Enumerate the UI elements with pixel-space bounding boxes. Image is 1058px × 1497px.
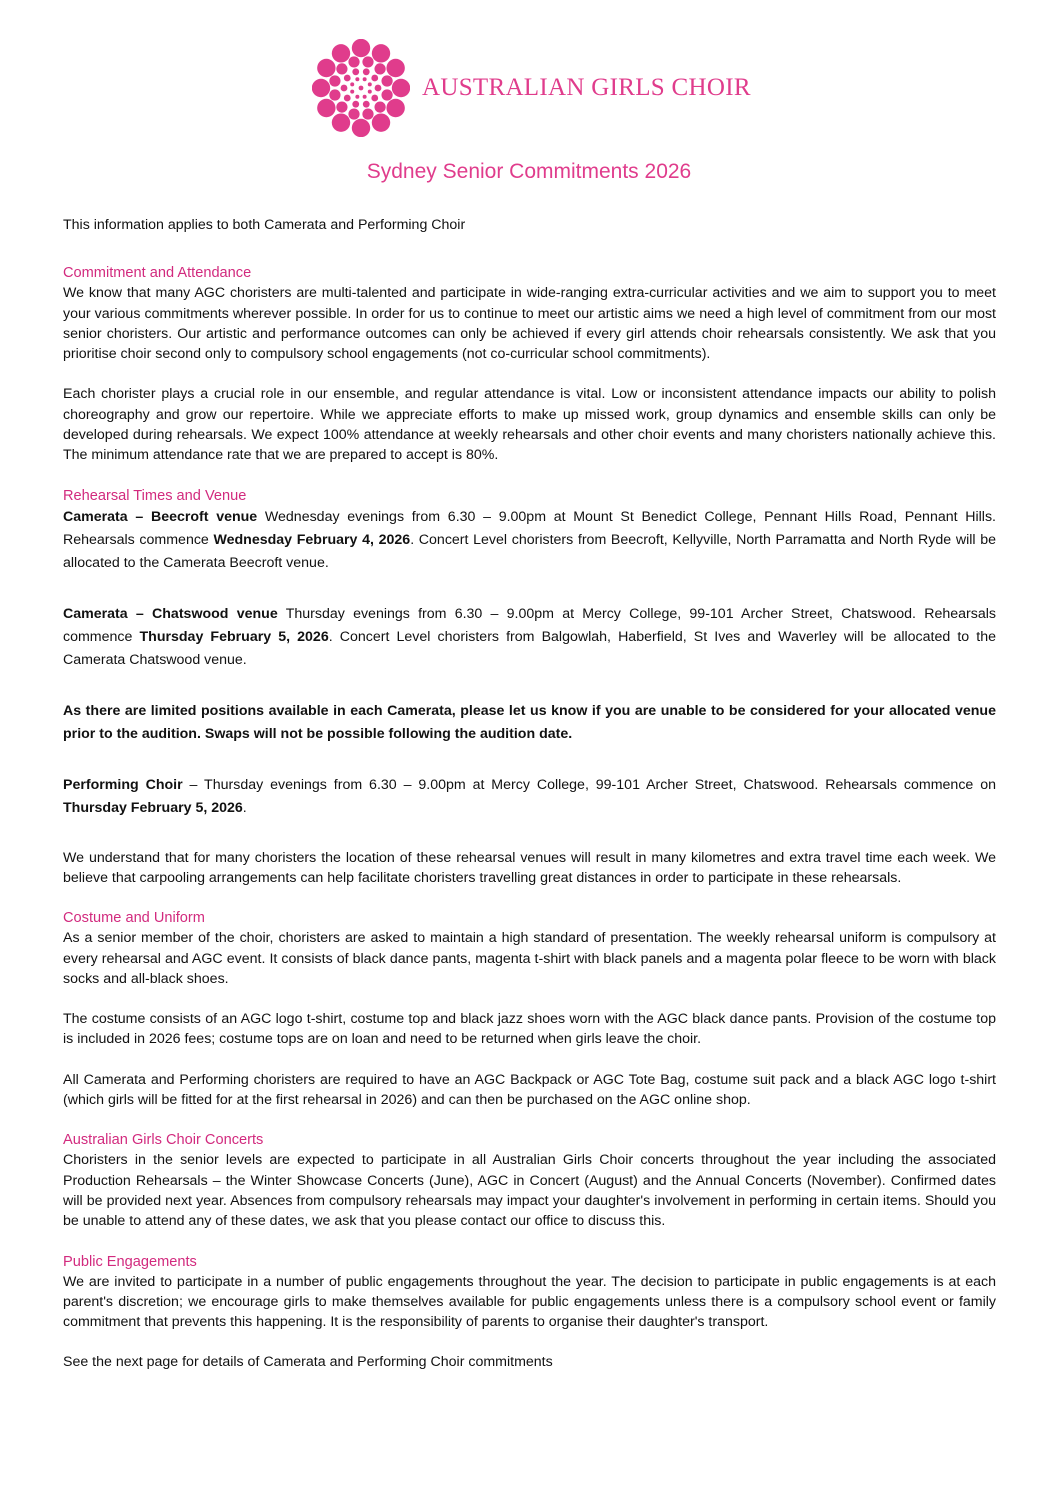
performing-paragraph [63, 774, 996, 820]
beecroft-paragraph [63, 506, 996, 575]
agc-logo [312, 38, 762, 138]
beecroft-label: Camerata – Beecroft venue [63, 508, 258, 525]
heading-costume: Costume and Uniform [63, 910, 205, 927]
logo-text: AUSTRALIAN GIRLS CHOIR [422, 74, 751, 101]
travel-paragraph: We understand that for many choristers the location of these rehearsal venues will result in many kilometres and extra travel time each week. We believe that carpooling arrangements can help facilitate choristers travelling great distances in order to participate in these rehearsals. [63, 849, 996, 886]
performing-date: Thursday February 5, 2026 [63, 799, 243, 816]
allocation-notice [63, 700, 996, 746]
concerts-paragraph: Choristers in the senior levels are expected to participate in all Australian Girls Choir concerts throughout the year including the associated Production Rehearsals – the Winter Showcase Concerts (June), AGC in Concert (August) and the Annual Concerts (November). Confirmed dates will be provided next year. Absences from compulsory rehearsals may impact your daughter's involvement in performing in certain items. Should you be unable to attend any of these dates, we ask that you please contact our office to discuss this. [63, 1152, 996, 1230]
costume-paragraph-1: As a senior member of the choir, choristers are asked to maintain a high standard of presentation. The weekly rehearsal uniform is compulsory at every rehearsal and AGC event. It consists of black dance pants, magenta t-shirt with black panels and a magenta polar fleece to be worn with black socks and all-black shoes. [63, 930, 996, 987]
heading-public: Public Engagements [63, 1253, 197, 1270]
performing-text-2: . [242, 799, 247, 816]
beecroft-date: Wednesday February 4, 2026 [213, 531, 411, 548]
chatswood-label: Camerata – Chatswood venue [63, 605, 278, 622]
allocation-notice-text: As there are limited positions available in each Camerata, please let us know if you are unable to be considered for your allocated venue prior to the audition. Swaps will not be possible following the audition date. [63, 702, 996, 742]
public-paragraph: We are invited to participate in a number of public engagements throughout the year. The decision to participate in public engagements is at each parent's discretion; we encourage girls to make themselves available for public engagements unless there is a compulsory school event or family commitment that prevents this happening. It is the responsibility of parents to organise their daughter's transport. [63, 1273, 996, 1331]
commitment-paragraph-2: Each chorister plays a crucial role in our ensemble, and regular attendance is vital. Low or inconsistent attendance impacts our ability to polish choreography and grow our repertoire. While we appreciate efforts to make up missed work, group dynamics and ensemble skills can only be developed during rehearsals. We expect 100% attendance at weekly rehearsals and other choir events and many choristers nationally achieve this. The minimum attendance rate that we are prepared to accept is 80%. [63, 386, 996, 464]
rehearsal-section [63, 486, 996, 820]
chatswood-text-2: . Concert Level choristers from Balgowlah, Haberfield, St Ives and Waverley will be allocated to the Camerata Chatswood venue. [63, 628, 996, 668]
heading-concerts: Australian Girls Choir Concerts [63, 1132, 264, 1149]
chatswood-date: Thursday February 5, 2026 [139, 628, 329, 645]
page-title: Sydney Senior Commitments 2026 [366, 160, 692, 183]
heading-commitment: Commitment and Attendance [63, 265, 252, 282]
beecroft-text-1: Wednesday evenings from 6.30 – 9.00pm at Mount St Benedict College, Pennant Hills Road, Pennant Hills. Rehearsals commence [63, 508, 996, 548]
document-body [63, 215, 996, 1373]
performing-label: Performing Choir [63, 776, 183, 793]
heading-rehearsal: Rehearsal Times and Venue [63, 487, 247, 504]
beecroft-text-2: . Concert Level choristers from Beecroft, Kellyville, North Parramatta and North Ryde will be allocated to the Camerata Beecroft venue. [63, 531, 996, 571]
choir-flower-icon [312, 39, 410, 137]
chatswood-paragraph [63, 603, 996, 672]
commitment-paragraph-1: We know that many AGC choristers are multi-talented and participate in wide-ranging extra-curricular activities and we aim to support you to meet your various commitments wherever possible. In order for us to continue to meet our artistic aims we need a high level of commitment from our most senior choristers. Our artistic and performance outcomes can only be achieved if every girl attends choir rehearsals consistently. We ask that you prioritise choir second only to compulsory school engagements (not co-curricular school commitments). [63, 285, 996, 363]
costume-paragraph-3: All Camerata and Performing choristers are required to have an AGC Backpack or AGC Tote Bag, costume suit pack and a black AGC logo t-shirt (which girls will be fitted for at the first rehearsal in 2026) and can then be purchased on the AGC online shop. [63, 1071, 996, 1109]
intro-text: This information applies to both Camerata and Performing Choir [63, 217, 466, 233]
costume-paragraph-2: The costume consists of an AGC logo t-shirt, costume top and black jazz shoes worn with the AGC black dance pants. Provision of the costume top is included in 2026 fees; costume tops are on loan and need to be returned when girls leave the choir. [63, 1011, 996, 1048]
chatswood-text-1: Thursday evenings from 6.30 – 9.00pm at Mercy College, 99-101 Archer Street, Chatswood. Rehearsals commence [63, 605, 996, 645]
closing-note: See the next page for details of Camerata and Performing Choir commitments [63, 1354, 553, 1371]
performing-text-1: – Thursday evenings from 6.30 – 9.00pm at Mercy College, 99-101 Archer Street, Chatswood. Rehearsals commence on [182, 776, 996, 793]
